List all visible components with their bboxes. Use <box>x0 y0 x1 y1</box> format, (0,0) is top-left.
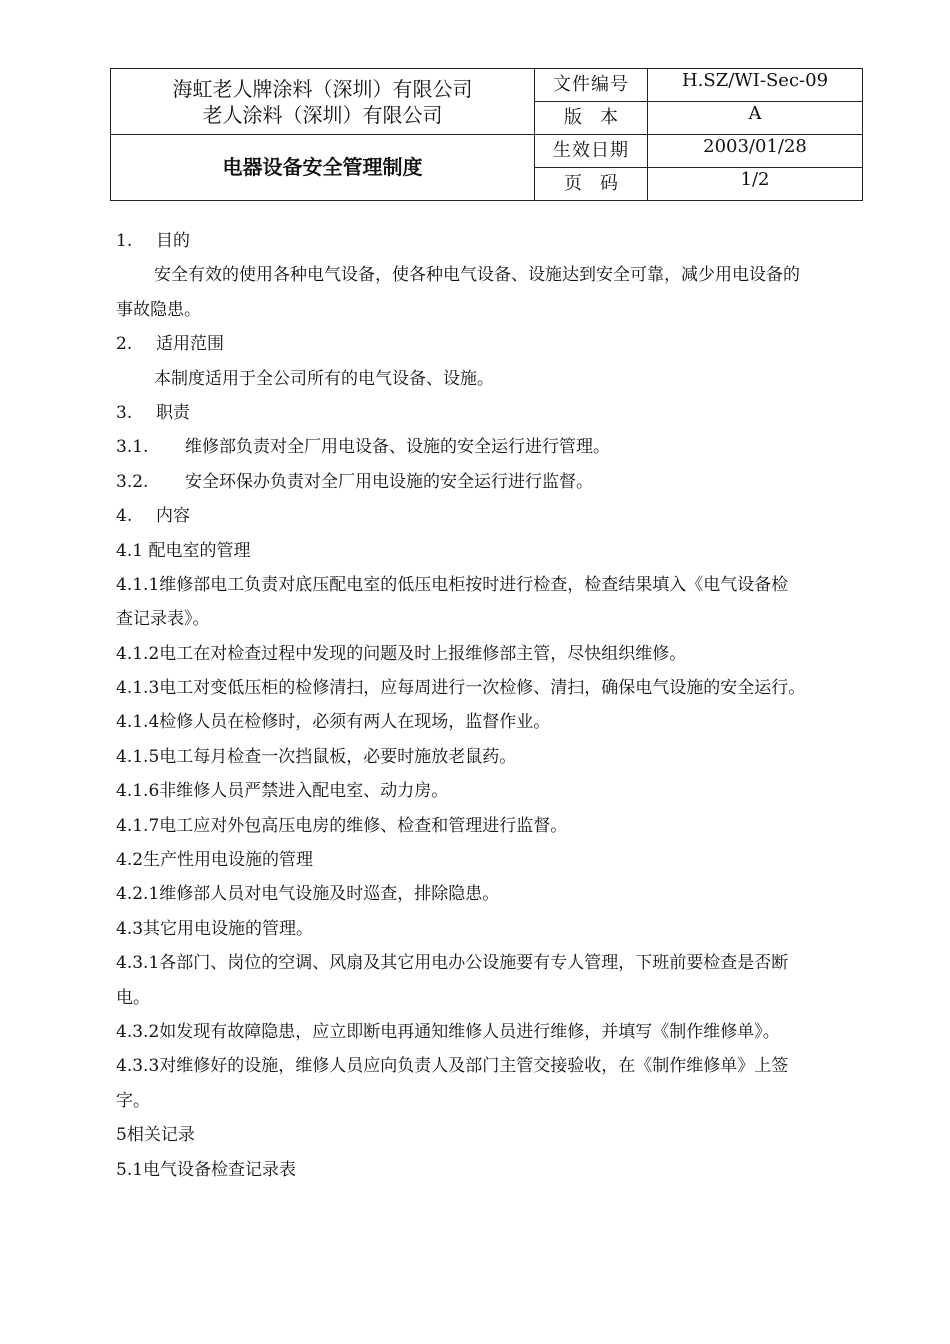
effective-date-value: 2003/01/28 <box>648 135 863 168</box>
effective-date-label: 生效日期 <box>535 135 648 168</box>
document-header-table <box>110 68 863 201</box>
list-item: 4.1.3电工对变低压柜的检修清扫，应每周进行一次检修、清扫，确保电气设施的安全运行。 <box>116 678 806 699</box>
list-item: 4.2.1维修部人员对电气设施及时巡查，排除隐患。 <box>116 884 500 905</box>
list-item: 4.1.7电工应对外包高压电房的维修、检查和管理进行监督。 <box>116 815 568 836</box>
list-item: 5.1电气设备检查记录表 <box>116 1159 297 1180</box>
section-heading: 4. 内容 <box>116 506 190 527</box>
doc-number-value: H.SZ/WI-Sec-09 <box>648 69 863 102</box>
list-item: 4.3.1各部门、岗位的空调、风扇及其它用电办公设施要有专人管理，下班前要检查是否断 <box>116 953 789 974</box>
list-item: 4.1.2电工在对检查过程中发现的问题及时上报维修部主管，尽快组织维修。 <box>116 643 687 664</box>
list-item: 4.1.1维修部电工负责对底压配电室的低压电柜按时进行检查，检查结果填入《电气设备检 <box>116 574 789 595</box>
list-item: 4.3.3对维修好的设施，维修人员应向负责人及部门主管交接验收，在《制作维修单》上签 <box>116 1056 789 1077</box>
company-name-line1: 海虹老人牌涂料（深圳）有限公司 <box>172 76 473 101</box>
list-item: 4.1.4检修人员在检修时，必须有两人在现场，监督作业。 <box>116 712 551 733</box>
list-item: 4.3.2如发现有故障隐患，应立即断电再通知维修人员进行维修，并填写《制作维修单》。 <box>116 1021 780 1042</box>
document-body <box>116 224 876 1187</box>
list-item: 4.1.6非维修人员严禁进入配电室、动力房。 <box>116 781 449 802</box>
list-item-continuation: 查记录表》。 <box>116 609 210 630</box>
subsection-heading: 4.2生产性用电设施的管理 <box>116 850 314 871</box>
section-heading: 3. 职责 <box>116 402 190 423</box>
page-number-label: 页码 <box>535 168 648 201</box>
list-item: 4.1.5电工每月检查一次挡鼠板，必要时施放老鼠药。 <box>116 746 517 767</box>
version-value: A <box>648 102 863 135</box>
paragraph: 安全有效的使用各种电气设备，使各种电气设备、设施达到安全可靠，减少用电设备的 <box>154 265 800 286</box>
paragraph: 本制度适用于全公司所有的电气设备、设施。 <box>154 368 494 389</box>
page-number-value: 1/2 <box>648 168 863 201</box>
company-name-cell <box>111 69 535 135</box>
paragraph: 事故隐患。 <box>116 299 201 320</box>
list-item: 3.2. 安全环保办负责对全厂用电设施的安全运行进行监督。 <box>116 471 593 492</box>
section-heading: 2. 适用范围 <box>116 334 224 355</box>
document-title: 电器设备安全管理制度 <box>111 135 535 201</box>
section-heading: 1. 目的 <box>116 231 190 251</box>
section-heading: 5相关记录 <box>116 1125 195 1146</box>
version-label: 版本 <box>535 102 648 135</box>
doc-number-label: 文件编号 <box>535 69 648 102</box>
list-item: 3.1. 维修部负责对全厂用电设备、设施的安全运行进行管理。 <box>116 437 610 458</box>
company-name-line2: 老人涂料（深圳）有限公司 <box>202 102 443 127</box>
subsection-heading: 4.3其它用电设施的管理。 <box>116 918 314 939</box>
subsection-heading: 4.1 配电室的管理 <box>116 540 251 561</box>
list-item-continuation: 字。 <box>116 1090 150 1111</box>
list-item-continuation: 电。 <box>116 987 150 1008</box>
